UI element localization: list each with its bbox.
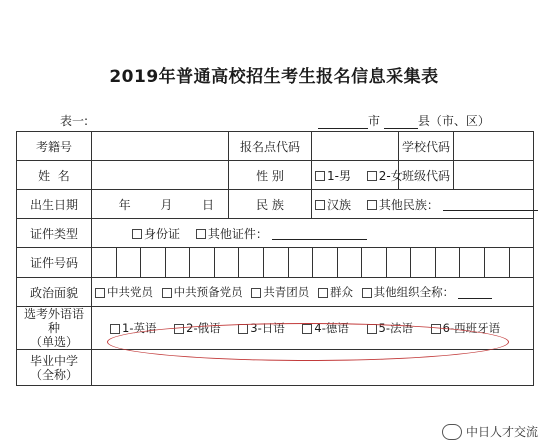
checkbox-icon — [318, 288, 328, 298]
exam-id-field[interactable] — [92, 132, 229, 161]
ethnicity-options — [312, 190, 534, 219]
school-code-field[interactable] — [454, 132, 534, 161]
row-name — [17, 161, 534, 190]
gender-options — [312, 161, 403, 190]
birth-label: 出生日期 — [17, 190, 92, 219]
watermark-text: 中日人才交流 — [465, 425, 538, 439]
id-type-other-blank[interactable] — [272, 228, 367, 240]
id-type-options — [92, 219, 534, 248]
school-field[interactable] — [92, 350, 534, 386]
id-digit-cell[interactable] — [141, 248, 166, 277]
city-suffix: 市 — [368, 114, 381, 128]
exam-id-label: 考籍号 — [17, 132, 92, 161]
checkbox-icon — [132, 229, 142, 239]
school-code-label: 学校代码 — [399, 132, 454, 161]
language-option-russian[interactable]: 2-俄语 — [174, 321, 220, 335]
id-digit-cell[interactable] — [510, 248, 534, 277]
language-options — [92, 307, 534, 350]
county-suffix: 县（市、区） — [417, 114, 490, 128]
gender-label: 性 别 — [229, 161, 312, 190]
checkbox-icon — [302, 324, 312, 334]
checkbox-icon — [251, 288, 261, 298]
language-label: 选考外语语种 （单选） — [17, 307, 92, 350]
birth-year-unit: 年 — [118, 197, 131, 212]
politics-other-blank[interactable] — [458, 287, 492, 299]
politics-options — [92, 278, 534, 307]
politics-option-2[interactable]: 中共预备党员 — [162, 285, 243, 299]
location-line — [318, 112, 490, 129]
row-school — [17, 350, 534, 386]
checkbox-icon — [367, 171, 377, 181]
id-digit-cell[interactable] — [264, 248, 289, 277]
wechat-icon — [442, 424, 462, 440]
id-digit-cell[interactable] — [362, 248, 387, 277]
id-digit-cell[interactable] — [436, 248, 461, 277]
birth-month-unit: 月 — [160, 197, 173, 212]
row-politics — [17, 278, 534, 307]
checkbox-icon — [174, 324, 184, 334]
checkbox-icon — [367, 200, 377, 210]
politics-option-4[interactable]: 群众 — [318, 285, 353, 299]
gender-option-female[interactable]: 2-女 — [367, 169, 403, 183]
reg-code-field[interactable] — [312, 132, 399, 161]
class-code-field[interactable] — [454, 161, 534, 190]
id-type-option-idcard[interactable]: 身份证 — [132, 227, 180, 241]
id-digit-cell[interactable] — [117, 248, 142, 277]
language-option-spanish[interactable]: 6-西班牙语 — [431, 321, 500, 335]
class-code-label: 班级代码 — [399, 161, 454, 190]
id-number-grid[interactable] — [92, 248, 534, 278]
checkbox-icon — [367, 324, 377, 334]
checkbox-icon — [362, 288, 372, 298]
language-option-german[interactable]: 4-德语 — [302, 321, 348, 335]
id-type-label: 证件类型 — [17, 219, 92, 248]
id-digit-cell[interactable] — [166, 248, 191, 277]
id-digit-cell[interactable] — [411, 248, 436, 277]
politics-label: 政治面貌 — [17, 278, 92, 307]
id-digit-cell[interactable] — [387, 248, 412, 277]
id-digit-cell[interactable] — [313, 248, 338, 277]
checkbox-icon — [315, 200, 325, 210]
city-blank[interactable] — [318, 116, 368, 129]
birth-field[interactable] — [92, 190, 229, 219]
reg-code-label: 报名点代码 — [229, 132, 312, 161]
politics-option-1[interactable]: 中共党员 — [95, 285, 153, 299]
id-digit-cell[interactable] — [485, 248, 510, 277]
id-digit-cell[interactable] — [289, 248, 314, 277]
row-language — [17, 307, 534, 350]
id-digit-cell[interactable] — [338, 248, 363, 277]
gender-option-male[interactable]: 1-男 — [315, 169, 351, 183]
ethnicity-option-han[interactable]: 汉族 — [315, 198, 351, 212]
row-id-type — [17, 219, 534, 248]
id-digit-cell[interactable] — [239, 248, 264, 277]
politics-option-5[interactable]: 其他组织全称： — [362, 285, 455, 299]
birth-day-unit: 日 — [201, 197, 214, 212]
row-id-number — [17, 248, 534, 278]
county-blank[interactable] — [384, 116, 418, 129]
checkbox-icon — [196, 229, 206, 239]
info-form-table — [16, 131, 534, 386]
row-exam-id — [17, 132, 534, 161]
name-label: 姓 名 — [17, 161, 92, 190]
ethnicity-option-other[interactable]: 其他民族： — [367, 198, 439, 212]
checkbox-icon — [431, 324, 441, 334]
checkbox-icon — [238, 324, 248, 334]
school-label: 毕业中学 （全称） — [17, 350, 92, 386]
ethnicity-label: 民 族 — [229, 190, 312, 219]
id-digit-cell[interactable] — [215, 248, 240, 277]
form-title: 2019年普通高校招生考生报名信息采集表 — [109, 67, 439, 87]
ethnicity-other-blank[interactable] — [443, 199, 538, 211]
id-digit-cell[interactable] — [460, 248, 485, 277]
table-label: 表一: — [60, 114, 89, 128]
watermark — [442, 423, 538, 440]
language-option-japanese[interactable]: 3-日语 — [238, 321, 284, 335]
checkbox-icon — [315, 171, 325, 181]
language-option-english[interactable]: 1-英语 — [110, 321, 156, 335]
id-type-option-other[interactable]: 其他证件： — [196, 227, 268, 241]
language-option-french[interactable]: 5-法语 — [367, 321, 413, 335]
checkbox-icon — [95, 288, 105, 298]
name-field[interactable] — [92, 161, 229, 190]
id-number-label: 证件号码 — [17, 248, 92, 278]
id-digit-cell[interactable] — [190, 248, 215, 277]
row-birth — [17, 190, 534, 219]
checkbox-icon — [110, 324, 120, 334]
checkbox-icon — [162, 288, 172, 298]
id-digit-cell[interactable] — [92, 248, 117, 277]
politics-option-3[interactable]: 共青团员 — [251, 285, 309, 299]
